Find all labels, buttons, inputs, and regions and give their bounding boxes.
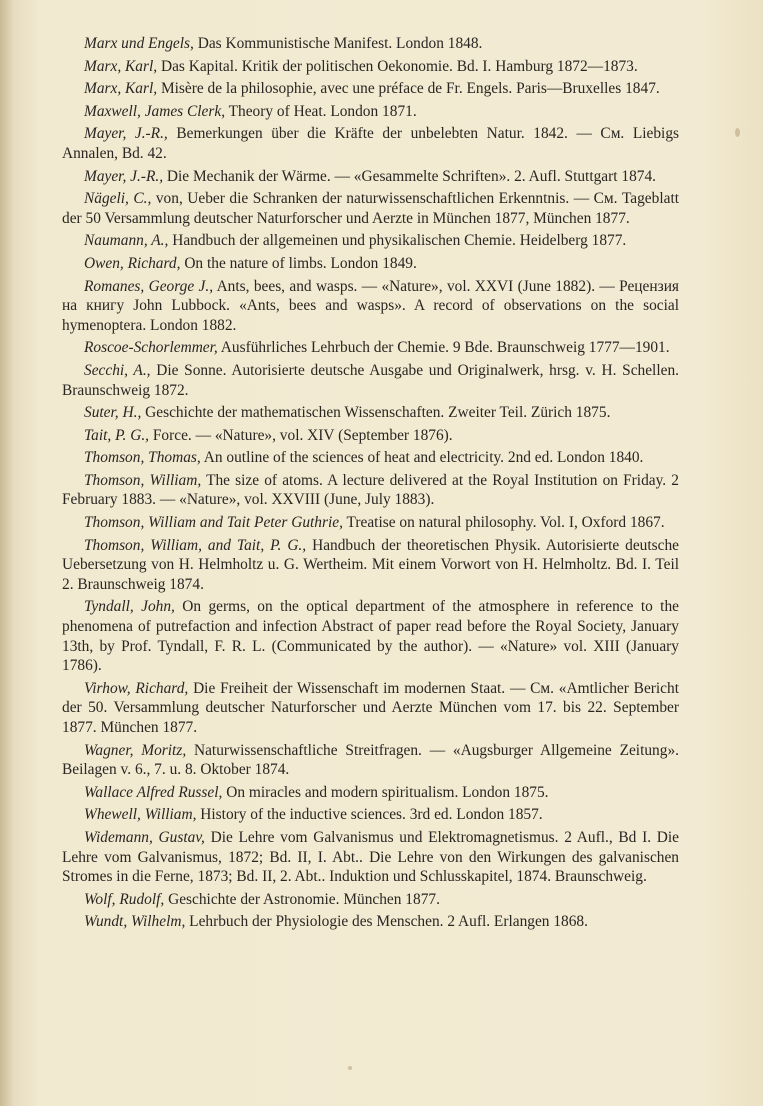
entry-author: Thomson, William, — [84, 471, 202, 489]
entry-text: On miracles and modern spiritualism. London 1875. — [222, 783, 549, 801]
bibliography-entry — [62, 471, 679, 510]
entry-text: Das Kapital. Kritik der politischen Oekonomie. Bd. I. Hamburg 1872—1873. — [157, 57, 638, 75]
entry-text: Naturwissenschaftliche Streitfragen. — «Augsburger Allgemeine Zeitung». Beilagen v. 6., 7. u. 8. Oktober 1874. — [62, 741, 679, 779]
entry-author: Romanes, George J., — [84, 277, 214, 295]
entry-author: Marx, Karl, — [84, 80, 158, 98]
bibliography-entry — [62, 513, 679, 533]
entry-author: Thomson, Thomas, — [84, 449, 201, 467]
entry-text: On germs, on the optical department of the atmosphere in reference to the phenomena of putrefaction and infection Abstract of paper read before the Royal Society, January 13th, by Prof. Tyndall, F. R. L. (Communicated by the author). — «Nature» vol. XIII (January 1786). — [62, 598, 679, 675]
bibliography-entry — [62, 828, 679, 887]
entry-author: Naumann, A., — [84, 232, 169, 250]
entry-author: Nägeli, C., — [84, 190, 152, 208]
bibliography-entry — [62, 536, 679, 595]
entry-author: Wundt, Wilhelm, — [84, 913, 186, 931]
bibliography-entry — [62, 912, 679, 932]
bibliography-entry — [62, 448, 679, 468]
bibliography-entry — [62, 231, 679, 251]
entry-author: Marx, Karl, — [84, 57, 158, 75]
paper-stain — [735, 128, 740, 137]
entry-author: Wolf, Rudolf, — [84, 890, 165, 908]
bibliography-entry — [62, 277, 679, 336]
entry-text: Geschichte der Astronomie. München 1877. — [164, 890, 440, 908]
bibliography-entry — [62, 338, 679, 358]
entry-author: Virhow, Richard, — [84, 679, 189, 697]
bibliography-entry — [62, 426, 679, 446]
entry-author: Mayer, J.-R., — [84, 125, 168, 143]
entry-text: The size of atoms. A lecture delivered at the Royal Institution on Friday. 2 February 1883. — «Nature», vol. XXVIII (June, July 1883). — [62, 471, 679, 509]
entry-author: Widemann, Gustav, — [84, 828, 205, 846]
paper-stain — [348, 1066, 352, 1070]
entry-text: Bemerkungen über die Kräfte der unbelebten Natur. 1842. — См. Liebigs Annalen, Bd. 42. — [62, 125, 680, 162]
entry-text: An outline of the sciences of heat and electricity. 2nd ed. London 1840. — [200, 449, 644, 467]
bibliography-entry — [62, 361, 679, 400]
entry-author: Maxwell, James Clerk, — [84, 102, 226, 120]
entry-text: Ausführliches Lehrbuch der Chemie. 9 Bde. Braunschweig 1777—1901. — [217, 339, 670, 357]
entry-text: Lehrbuch der Physiologie des Menschen. 2 Aufl. Erlangen 1868. — [185, 913, 588, 931]
entry-author: Secchi, A., — [84, 361, 151, 379]
entry-text: Theory of Heat. London 1871. — [225, 102, 417, 120]
entry-text: History of the inductive sciences. 3rd ed. London 1857. — [196, 806, 543, 824]
entry-text: Handbuch der allgemeinen und physikalischen Chemie. Heidelberg 1877. — [168, 232, 627, 250]
bibliography-entry — [62, 189, 679, 228]
bibliography-entry — [62, 597, 679, 675]
bibliography-entry — [62, 741, 679, 780]
entry-author: Tyndall, John, — [84, 598, 175, 616]
entry-author: Mayer, J.-R., — [84, 167, 164, 185]
entry-text: Das Kommunistische Manifest. London 1848. — [193, 35, 483, 52]
bibliography-entry — [62, 79, 679, 99]
bibliography-entry — [62, 34, 679, 54]
entry-author: Wallace Alfred Russel, — [84, 783, 223, 801]
entry-text: Die Mechanik der Wärme. — «Gesammelte Schriften». 2. Aufl. Stuttgart 1874. — [163, 167, 657, 185]
entry-text: Misère de la philosophie, avec une préface de Fr. Engels. Paris—Bruxelles 1847. — [157, 80, 660, 98]
entry-author: Roscoe-Schorlemmer, — [84, 339, 218, 357]
entry-text: Handbuch der theoretischen Physik. Autorisierte deutsche Uebersetzung von H. Helmholtz u. G. Wertheim. Mit einem Vorwort von H. Helmholtz. Bd. I. Teil 2. Braunschweig 1874. — [62, 536, 679, 593]
entry-author: Suter, H., — [84, 404, 142, 422]
entry-text: On the nature of limbs. London 1849. — [180, 254, 417, 272]
entry-text: Die Lehre vom Galvanismus und Elektromagnetismus. 2 Aufl., Bd I. Die Lehre vom Galvanismus, 1872; Bd. II, I. Abt.. Die Lehre von den Wirkungen des galvanischen Stromes in die Ferne, 1873; Bd. II, 2. Abt.. Induktion und Schlusskapitel, 1874. Braunschweig. — [62, 828, 679, 886]
bibliography-entry — [62, 679, 679, 738]
bibliography-entry — [62, 403, 679, 423]
entry-author: Owen, Richard, — [84, 254, 181, 272]
entry-text: Die Sonne. Autorisierte deutsche Ausgabe und Originalwerk, hrsg. v. H. Schellen. Braunschweig 1872. — [62, 361, 679, 399]
bibliography-entry — [62, 254, 679, 274]
entry-text: Die Freiheit der Wissenschaft im modernen Staat. — См. «Amtlicher Bericht der 50. Versammlung deutscher Naturforscher und Aerzte München vom 17. bis 22. September 1877. München 1877. — [62, 679, 679, 736]
bibliography-entry — [62, 783, 679, 803]
bibliography-entry — [62, 167, 679, 187]
entry-author: Tait, P. G., — [84, 426, 150, 444]
bibliography-entry — [62, 102, 679, 122]
entry-text: Geschichte der mathematischen Wissenschaften. Zweiter Teil. Zürich 1875. — [141, 404, 611, 422]
bibliography-entry — [62, 124, 679, 163]
entry-author: Marx und Engels, — [84, 35, 194, 52]
entry-author: Whewell, William, — [84, 806, 197, 824]
entry-text: Treatise on natural philosophy. Vol. I, Oxford 1867. — [342, 514, 665, 532]
entry-text: von, Ueber die Schranken der naturwissenschaftlichen Erkenntnis. — См. Tageblatt der 50 Versammlung deutscher Naturforscher und Aerzte in München 1877, München 1877. — [62, 190, 679, 227]
bibliography-entry — [62, 890, 679, 910]
entry-author: Wagner, Moritz, — [84, 741, 187, 759]
bibliography-list — [62, 34, 679, 932]
bibliography-entry — [62, 805, 679, 825]
entry-text: Ants, bees, and wasps. — «Nature», vol. XXVI (June 1882). — Рецензия на книгу John Lubbock. «Ants, bees and wasps». A record of observations on the social hymenoptera. London 1882. — [62, 277, 680, 334]
bibliography-entry — [62, 57, 679, 77]
entry-author: Thomson, William, and Tait, P. G., — [84, 536, 307, 554]
entry-author: Thomson, William and Tait Peter Guthrie, — [84, 514, 343, 532]
entry-text: Force. — «Nature», vol. XIV (September 1876). — [149, 426, 453, 444]
